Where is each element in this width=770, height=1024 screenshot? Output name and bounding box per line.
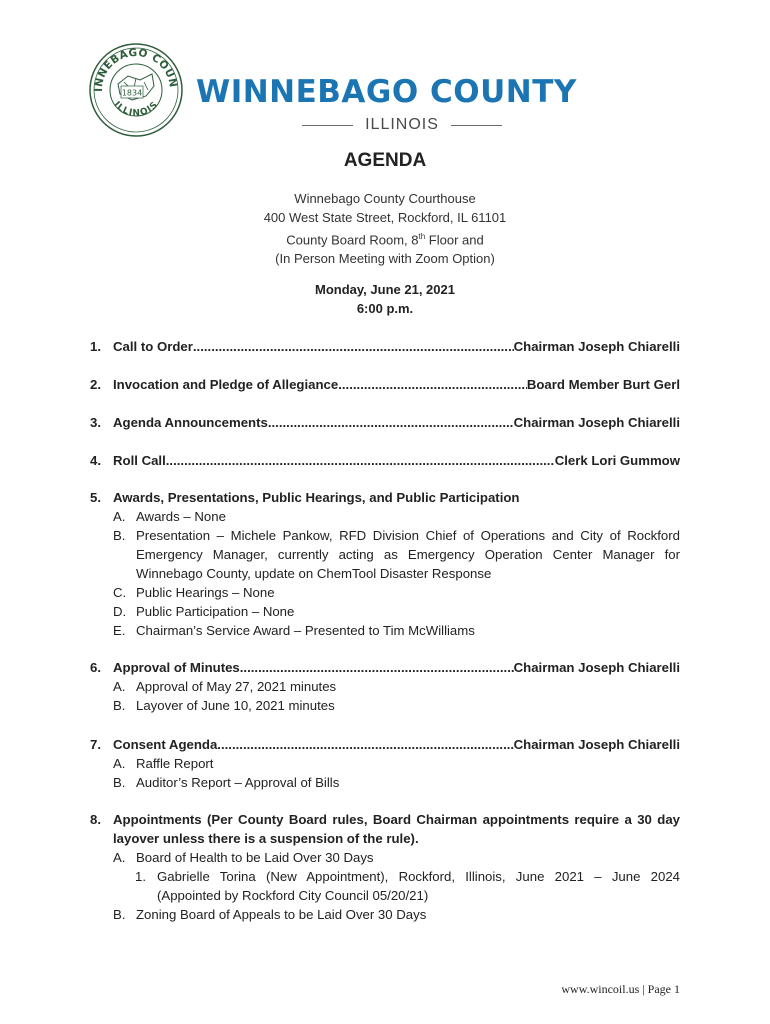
floor-post: Floor and — [425, 232, 484, 248]
sub-item-letter: A. — [113, 850, 126, 865]
location-line-1: Winnebago County Courthouse — [294, 191, 476, 206]
seal-top-text: INNEBAGO COUN — [92, 46, 180, 92]
floor-sup: th — [418, 232, 426, 241]
sub-item — [90, 754, 680, 773]
item-presenter: Clerk Lori Gummow — [554, 453, 680, 468]
sub-item-text: Auditor’s Report – Approval of Bills — [136, 775, 340, 790]
sub-item-letter: A. — [113, 509, 126, 524]
sub-sub-item-number: 1. — [135, 869, 146, 884]
agenda-item-8 — [90, 810, 680, 924]
sub-item — [90, 583, 680, 602]
sub-item — [90, 773, 680, 792]
agenda-item-1 — [90, 337, 680, 356]
item-presenter: Board Member Burt Gerl — [526, 377, 680, 392]
item-presenter: Chairman Joseph Chiarelli — [513, 415, 680, 430]
county-seal — [88, 42, 184, 138]
sub-item — [90, 677, 680, 696]
location-line-2: 400 West State Street, Rockford, IL 61101 — [263, 210, 507, 225]
sub-item-text: Raffle Report — [136, 756, 214, 771]
location-line-4: (In Person Meeting with Zoom Option) — [275, 251, 495, 267]
state-wordmark — [302, 113, 502, 137]
wordmark-rule-left — [302, 125, 353, 126]
item-label: Invocation and Pledge of Allegiance — [113, 377, 339, 392]
agenda-item-3 — [90, 413, 680, 432]
sub-item — [90, 507, 680, 526]
item-label: Awards, Presentations, Public Hearings, and Public Participation — [113, 490, 520, 505]
item-number: 6. — [90, 660, 101, 675]
state-label: ILLINOIS — [365, 116, 439, 133]
sub-item-letter: B. — [113, 528, 126, 543]
leader-dots — [268, 413, 514, 432]
item-presenter: Chairman Joseph Chiarelli — [513, 737, 680, 752]
item-number: 1. — [90, 339, 101, 354]
sub-item-text: Presentation – Michele Pankow, RFD Division Chief of Operations and City of Rockford Emergency Manager, currently acting as Emergency Operation Center Manager for Winnebago County, update on ChemTool Disaster Response — [136, 528, 680, 581]
item-presenter: Chairman Joseph Chiarelli — [513, 339, 680, 354]
item-number: 5. — [90, 490, 101, 505]
sub-item-text: Public Hearings – None — [136, 585, 275, 600]
meeting-time: 6:00 p.m. — [356, 301, 414, 316]
agenda-item-7 — [90, 735, 680, 792]
meeting-date: Monday, June 21, 2021 — [315, 282, 455, 297]
sub-sub-item-text: Gabrielle Torina (New Appointment), Rockford, Illinois, June 2021 – June 2024 (Appointed by Rockford City Council 05/20/21) — [157, 869, 680, 903]
agenda-item-5 — [90, 488, 680, 640]
agenda-item-4 — [90, 451, 680, 470]
item-number: 4. — [90, 453, 101, 468]
leader-dots — [217, 735, 513, 754]
leader-dots — [166, 451, 555, 470]
sub-item-letter: B. — [113, 775, 126, 790]
item-number: 7. — [90, 737, 101, 752]
wordmark-rule-right — [451, 125, 502, 126]
leader-dots — [338, 375, 527, 394]
sub-item-letter: C. — [113, 585, 127, 600]
sub-item-text: Layover of June 10, 2021 minutes — [136, 698, 335, 713]
leader-dots — [240, 658, 514, 677]
agenda-item-6 — [90, 658, 680, 715]
item-number: 8. — [90, 812, 101, 827]
item-label: Approval of Minutes — [113, 660, 240, 675]
svg-text:WINNEBAGO COUNTY — [88, 42, 179, 92]
sub-item-letter: E. — [113, 623, 126, 638]
item-number: 3. — [90, 415, 101, 430]
sub-item-letter: D. — [113, 604, 127, 619]
meeting-datetime — [0, 280, 770, 318]
sub-item — [90, 602, 680, 621]
sub-item-text: Approval of May 27, 2021 minutes — [136, 679, 337, 694]
item-label: Appointments (Per County Board rules, Board Chairman appointments require a 30 day layover unless there is a suspension of the rule). — [113, 812, 680, 846]
sub-item-text: Board of Health to be Laid Over 30 Days — [136, 850, 374, 865]
agenda-heading: AGENDA — [343, 150, 427, 171]
county-wordmark: WINNEBAGO COUNTY — [196, 74, 577, 110]
item-label: Agenda Announcements — [113, 415, 268, 430]
page-footer: www.wincoil.us | Page 1 — [561, 982, 680, 996]
meeting-location — [0, 189, 770, 268]
leader-dots — [193, 337, 514, 356]
svg-text:ILLINOIS — [111, 100, 160, 119]
location-line-3 — [0, 227, 770, 249]
sub-item-letter: A. — [113, 756, 126, 771]
sub-item — [90, 621, 680, 640]
sub-item-letter: B. — [113, 698, 126, 713]
sub-item — [90, 905, 680, 924]
sub-item — [90, 696, 680, 715]
item-number: 2. — [90, 377, 101, 392]
sub-item-text: Awards – None — [136, 509, 226, 524]
sub-sub-item — [90, 867, 680, 905]
sub-item-letter: B. — [113, 907, 126, 922]
item-label: Call to Order — [113, 339, 193, 354]
item-label: Consent Agenda — [113, 737, 218, 752]
item-presenter: Chairman Joseph Chiarelli — [513, 660, 680, 675]
sub-item — [90, 526, 680, 583]
agenda-item-2 — [90, 375, 680, 394]
item-label: Roll Call — [113, 453, 166, 468]
seal-year: 1834 — [121, 88, 143, 98]
sub-item-text: Public Participation – None — [136, 604, 295, 619]
sub-item-letter: A. — [113, 679, 126, 694]
sub-item — [90, 848, 680, 867]
sub-item-text: Chairman’s Service Award – Presented to Tim McWilliams — [136, 623, 475, 638]
floor-pre: County Board Room, 8 — [286, 232, 419, 248]
sub-item-text: Zoning Board of Appeals to be Laid Over 30 Days — [136, 907, 427, 922]
seal-bottom-text: ILLINOIS — [111, 99, 161, 119]
